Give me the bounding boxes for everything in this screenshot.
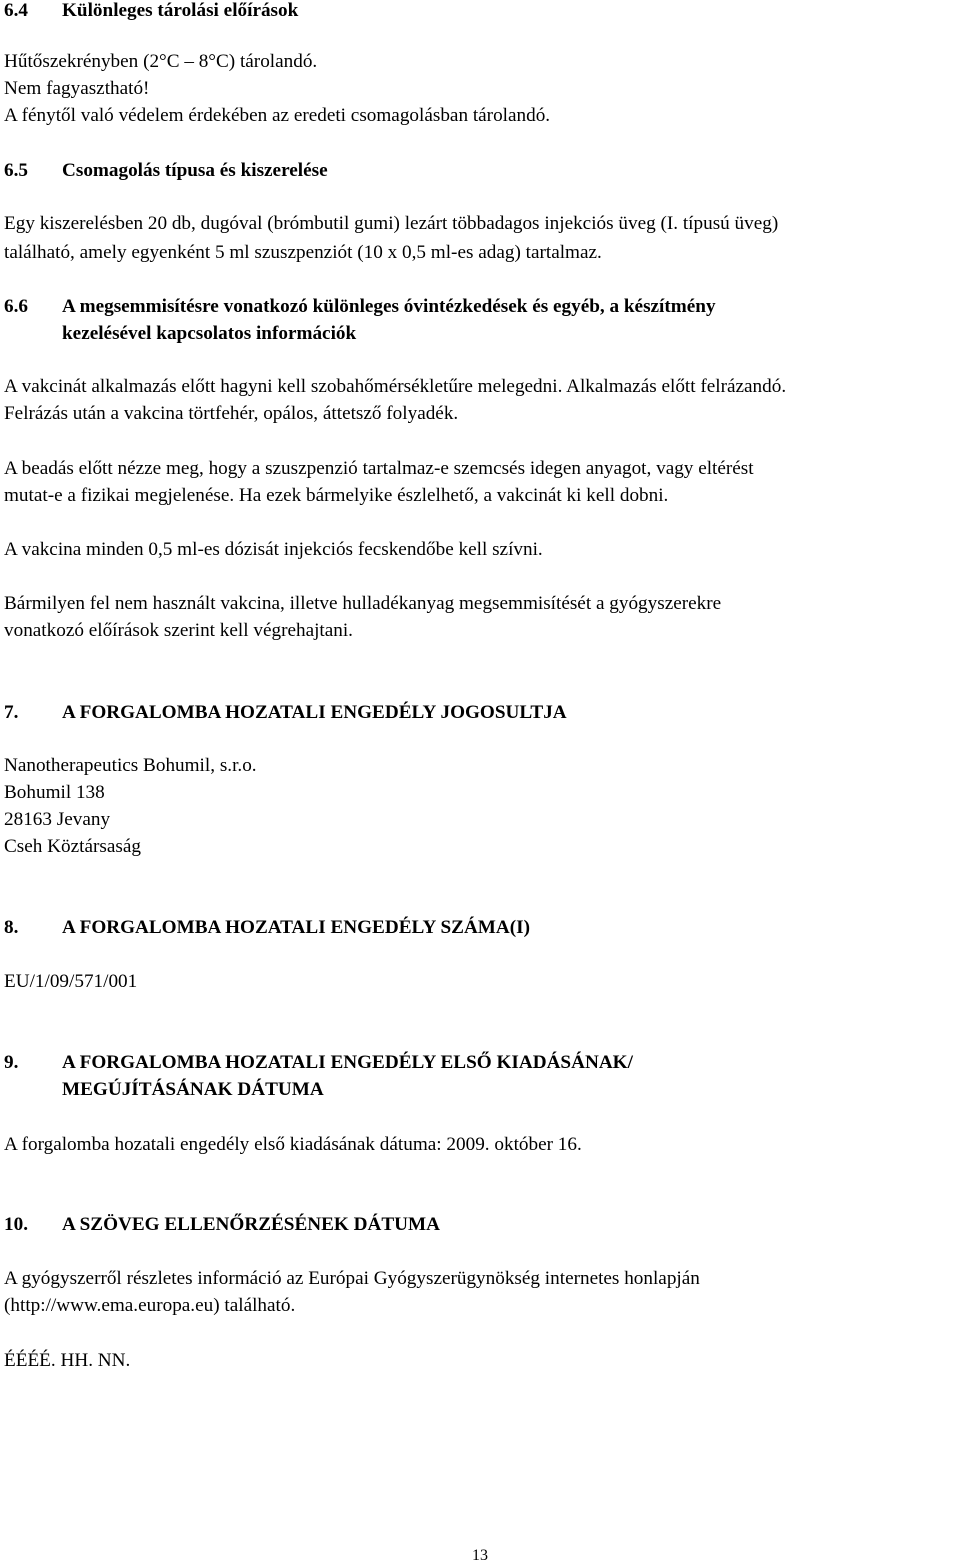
section-7-heading xyxy=(4,702,567,724)
section-title-line-2: MEGÚJÍTÁSÁNAK DÁTUMA xyxy=(62,1079,324,1100)
holder-postcode-city: 28163 Jevany xyxy=(4,809,111,830)
holder-country: Cseh Köztársaság xyxy=(4,836,141,857)
disposal-p2-line-2: mutat-e a fizikai megjelenése. Ha ezek bármelyike észlelhető, a vakcinát ki kell dobni. xyxy=(4,485,669,506)
section-title: A FORGALOMBA HOZATALI ENGEDÉLY SZÁMA(I) xyxy=(62,917,531,938)
page-number: 13 xyxy=(472,1547,488,1564)
package-line-2: található, amely egyenként 5 ml szuszpenziót (10 x 0,5 ml-es adag) tartalmaz. xyxy=(4,242,602,263)
section-title: Csomagolás típusa és kiszerelése xyxy=(62,160,328,181)
section-number: 8. xyxy=(4,917,19,938)
holder-street: Bohumil 138 xyxy=(4,782,105,803)
holder-name: Nanotherapeutics Bohumil, s.r.o. xyxy=(4,755,257,776)
disposal-p4-line-2: vonatkozó előírások szerint kell végrehajtani. xyxy=(4,620,353,641)
disposal-p2-line-1: A beadás előtt nézze meg, hogy a szuszpenzió tartalmaz-e szemcsés idegen anyagot, vagy eltérést xyxy=(4,458,754,479)
storage-line-2: Nem fagyasztható! xyxy=(4,78,150,99)
section-number: 10. xyxy=(4,1214,28,1235)
disposal-p4-line-1: Bármilyen fel nem használt vakcina, illetve hulladékanyag megsemmisítését a gyógyszerekre xyxy=(4,593,722,614)
revision-date: ÉÉÉÉ. HH. NN. xyxy=(4,1350,131,1371)
section-title-line-2: kezelésével kapcsolatos információk xyxy=(62,323,357,344)
section-number: 6.6 xyxy=(4,296,28,317)
package-line-1: Egy kiszerelésben 20 db, dugóval (brómbutil gumi) lezárt többadagos injekciós üveg (I. típusú üveg) xyxy=(4,213,779,234)
section-9-heading xyxy=(4,1052,633,1074)
info-line-1: A gyógyszerről részletes információ az Európai Gyógyszerügynökség internetes honlapján xyxy=(4,1268,700,1289)
section-number: 7. xyxy=(4,702,19,723)
info-line-2: (http://www.ema.europa.eu) található. xyxy=(4,1295,296,1316)
storage-line-3: A fénytől való védelem érdekében az eredeti csomagolásban tárolandó. xyxy=(4,105,551,126)
disposal-p1-line-2: Felrázás után a vakcina törtfehér, opálos, áttetsző folyadék. xyxy=(4,403,459,424)
section-title: A FORGALOMBA HOZATALI ENGEDÉLY JOGOSULTJA xyxy=(62,702,567,723)
first-authorisation-date: A forgalomba hozatali engedély első kiadásának dátuma: 2009. október 16. xyxy=(4,1134,582,1155)
section-8-heading xyxy=(4,917,530,939)
section-number: 9. xyxy=(4,1052,19,1073)
storage-line-1: Hűtőszekrényben (2°C – 8°C) tárolandó. xyxy=(4,51,318,72)
section-number: 6.5 xyxy=(4,160,28,181)
section-number: 6.4 xyxy=(4,0,28,21)
section-title-line-1: A megsemmisítésre vonatkozó különleges óvintézkedések és egyéb, a készítmény xyxy=(62,296,716,317)
section-title: A SZÖVEG ELLENŐRZÉSÉNEK DÁTUMA xyxy=(62,1214,440,1235)
section-6-5-heading xyxy=(4,160,328,182)
disposal-p3: A vakcina minden 0,5 ml-es dózisát injekciós fecskendőbe kell szívni. xyxy=(4,539,543,560)
disposal-p1-line-1: A vakcinát alkalmazás előtt hagyni kell szobahőmérsékletűre melegedni. Alkalmazás előtt felrázandó. xyxy=(4,376,787,397)
section-6-4-heading xyxy=(4,0,298,22)
section-10-heading xyxy=(4,1214,440,1236)
section-title: Különleges tárolási előírások xyxy=(62,0,299,21)
section-title-line-1: A FORGALOMBA HOZATALI ENGEDÉLY ELSŐ KIADÁSÁNAK/ xyxy=(62,1052,633,1073)
section-6-6-heading xyxy=(4,296,716,318)
authorisation-number: EU/1/09/571/001 xyxy=(4,971,138,992)
